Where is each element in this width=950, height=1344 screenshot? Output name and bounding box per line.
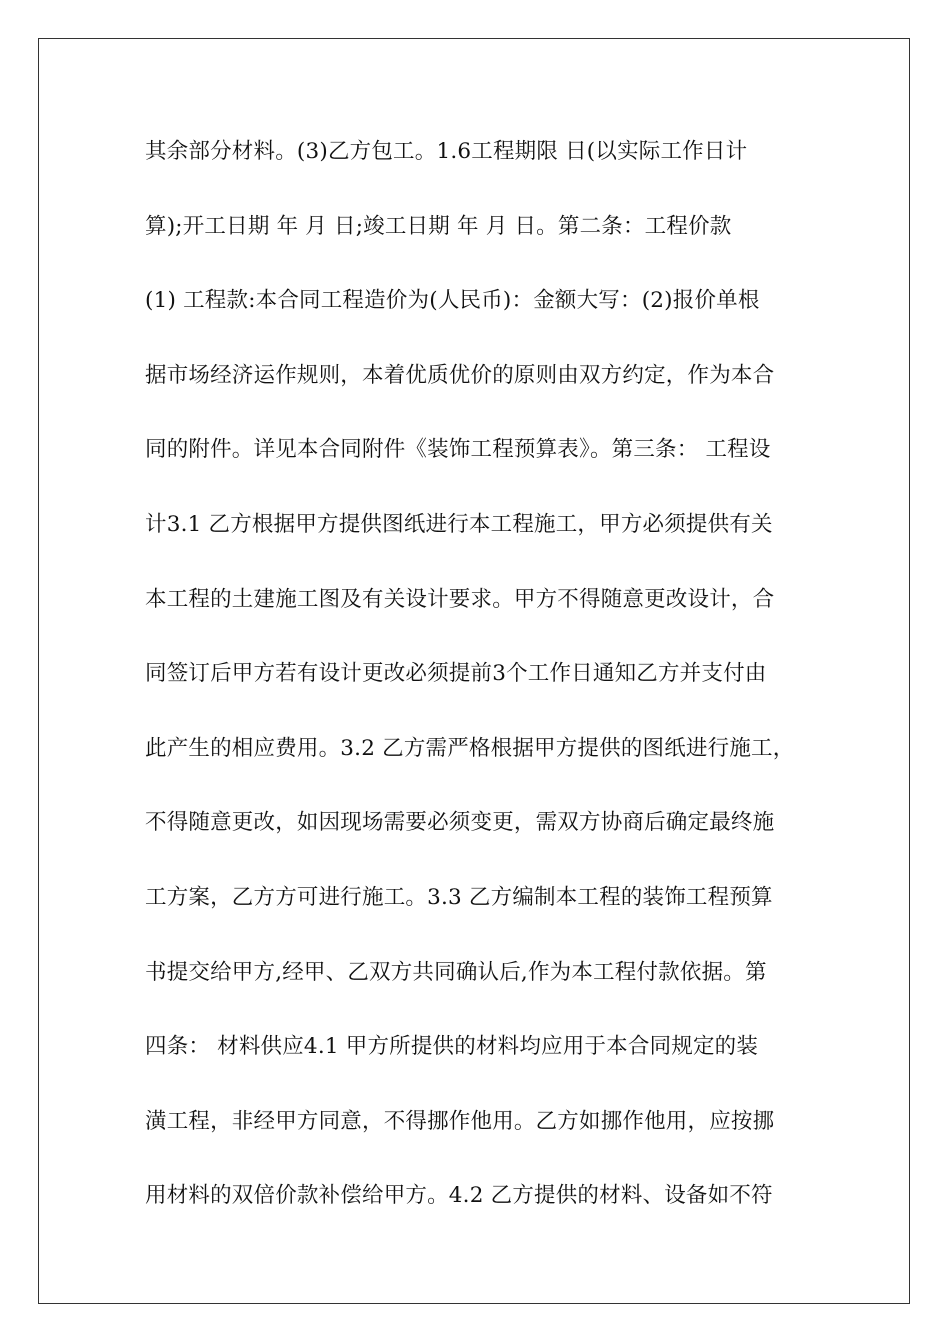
text-line: 同的附件。详见本合同附件《装饰工程预算表》。第三条： 工程设 [145,437,771,463]
text-line: 本工程的土建施工图及有关设计要求。甲方不得随意更改设计，合 [145,586,775,612]
text-line: 同签订后甲方若有设计更改必须提前3个工作日通知乙方并支付由 [145,661,767,687]
text-line: 不得随意更改，如因现场需要必须变更，需双方协商后确定最终施 [145,810,775,836]
text-line: 据市场经济运作规则，本着优质优价的原则由双方约定，作为本合 [145,362,775,388]
text-line: 书提交给甲方,经甲、乙双方共同确认后,作为本工程付款依据。第 [145,959,767,985]
text-line: 算);开工日期 年 月 日;竣工日期 年 月 日。第二条：工程价款 [145,213,732,239]
text-line: 四条： 材料供应4.1 甲方所提供的材料均应用于本合同规定的装 [145,1034,759,1060]
text-line: 用材料的双倍价款补偿给甲方。4.2 乙方提供的材料、设备如不符 [145,1183,773,1209]
text-line: 潢工程，非经甲方同意，不得挪作他用。乙方如挪作他用，应按挪 [145,1108,775,1134]
document-body [145,130,815,1249]
text-line: 此产生的相应费用。3.2 乙方需严格根据甲方提供的图纸进行施工， [145,735,795,761]
text-line: 工方案，乙方方可进行施工。3.3 乙方编制本工程的装饰工程预算 [145,884,773,910]
text-line: 其余部分材料。(3)乙方包工。1.6工程期限 日(以实际工作日计 [145,139,748,164]
text-line: (1) 工程款:本合同工程造价为(人民币)：金额大写：(2)报价单根 [145,288,760,314]
text-line: 计3.1 乙方根据甲方提供图纸进行本工程施工，甲方必须提供有关 [145,511,773,537]
